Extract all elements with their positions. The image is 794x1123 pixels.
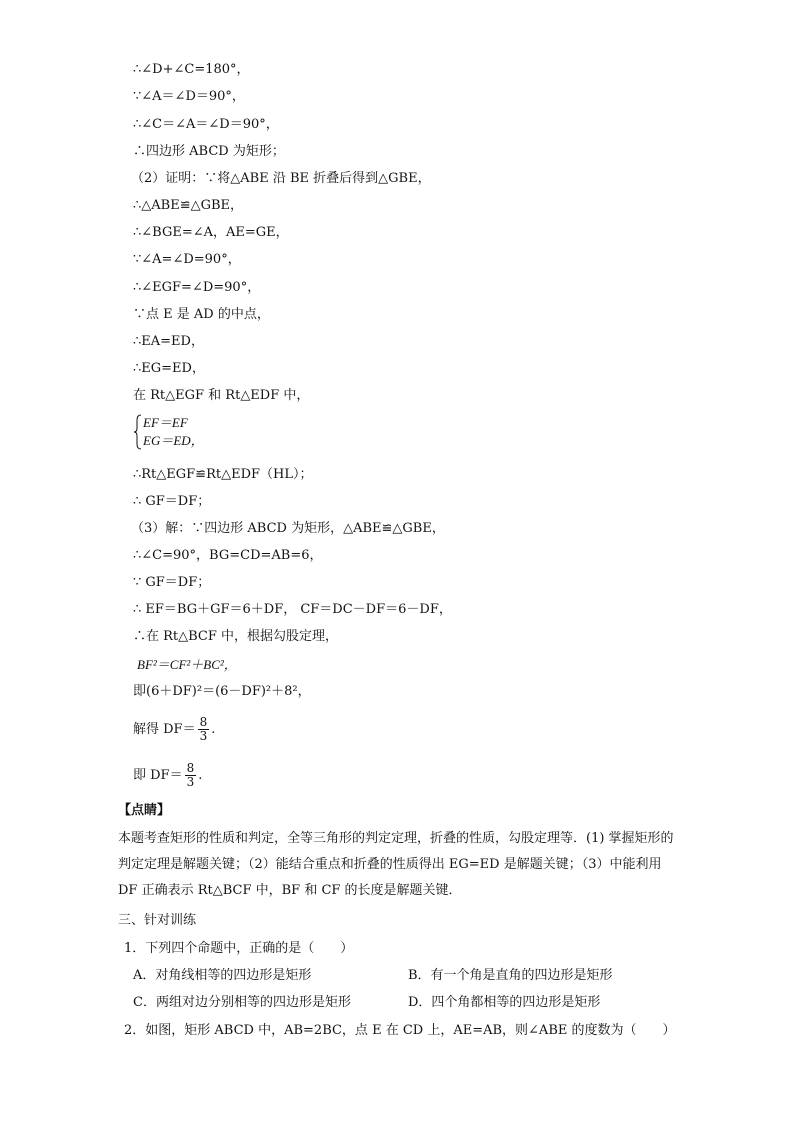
question-2: 2．如图，矩形 ABCD 中，AB=2BC，点 E 在 CD 上，AE=AB，则∠ABE 的度数为（ ）: [124, 1023, 676, 1038]
proof-line: ∴△ABE≌△GBE，: [133, 198, 244, 213]
equation-line: 即(6＋DF)²＝(6－DF)²＋8²，: [133, 684, 311, 699]
fraction: [185, 762, 197, 789]
solution-prefix: 解得 DF＝: [133, 722, 196, 737]
proof-line: ∴∠EGF=∠D=90°，: [133, 280, 261, 295]
system-row: EG＝ED，: [143, 433, 204, 448]
option-c: C．两组对边分别相等的四边形是矩形: [133, 995, 351, 1010]
proof-line: ∴∠BGE=∠A，AE=GE，: [133, 225, 289, 240]
proof-line: ∴∠C＝∠A＝∠D＝90°，: [133, 117, 279, 132]
system-row: EF＝EF: [143, 415, 188, 430]
option-d: D．四个角都相等的四边形是矩形: [408, 995, 601, 1010]
period: .: [198, 768, 203, 783]
fraction-numerator: 8: [199, 715, 208, 729]
fraction-denominator: 3: [199, 729, 208, 743]
equation-line: BF²＝CF²＋BC²，: [137, 657, 237, 672]
option-b: B．有一个角是直角的四边形是矩形: [408, 968, 613, 983]
proof-line: ∵ GF＝DF；: [133, 575, 211, 590]
proof-line: ∴EA=ED，: [133, 334, 204, 349]
proof-line: ∴EG=ED，: [133, 361, 205, 376]
answer-line: [133, 758, 202, 794]
proof-line: ∴∠D+∠C=180°，: [133, 62, 250, 77]
fraction: [198, 716, 210, 743]
proof-line: ∴Rt△EGF≌Rt△EDF（HL）；: [133, 467, 313, 482]
solution-line: [133, 712, 215, 748]
fraction-numerator: 8: [186, 761, 195, 775]
dianjing-paragraph: 本题考查矩形的性质和判定，全等三角形的判定定理，折叠的性质，勾股定理等．(1) 掌握矩形的判定定理是解题关键；（2）能结合重点和折叠的性质得出 EG=ED 是解题关键；（3）中能利用 DF 正确表示 Rt△BCF 中，BF 和 CF 的长度是解题关键．: [118, 831, 674, 898]
proof-line: （3）解：∵四边形 ABCD 为矩形，△ABE≌△GBE，: [131, 521, 445, 536]
proof-line: ∴ EF＝BG＋GF＝6＋DF， CF＝DC－DF＝6－DF，: [133, 602, 452, 617]
proof-line: ∴四边形 ABCD 为矩形；: [133, 144, 285, 159]
dianjing-heading: 【点睛】: [118, 803, 171, 818]
left-brace-icon: [133, 414, 143, 450]
training-heading: 三、针对训练: [118, 913, 197, 928]
answer-prefix: 即 DF＝: [133, 768, 183, 783]
proof-line: ∴ GF＝DF；: [133, 494, 211, 509]
proof-line: （2）证明：∵将△ABE 沿 BE 折叠后得到△GBE，: [131, 171, 431, 186]
question-1: 1．下列四个命题中，正确的是（ ）: [124, 941, 354, 956]
proof-line: 在 Rt△EGF 和 Rt△EDF 中，: [133, 388, 310, 403]
proof-line: ∵点 E 是 AD 的中点，: [133, 307, 270, 322]
period: .: [211, 722, 216, 737]
option-a: A．对角线相等的四边形是矩形: [133, 968, 312, 983]
proof-line: ∴在 Rt△BCF 中，根据勾股定理，: [133, 629, 339, 644]
proof-line: ∵∠A=∠D=90°，: [133, 252, 241, 267]
fraction-denominator: 3: [186, 775, 195, 789]
proof-line: ∵∠A＝∠D＝90°，: [133, 89, 245, 104]
proof-line: ∴∠C=90°，BG=CD=AB=6，: [133, 548, 323, 563]
